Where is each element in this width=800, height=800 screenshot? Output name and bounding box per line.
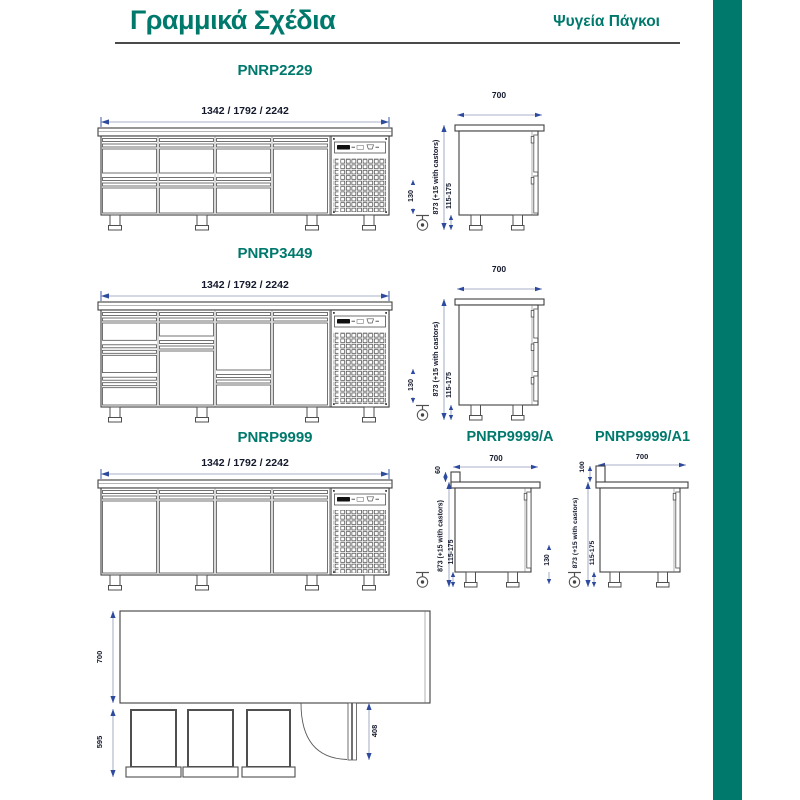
leg-dimension-label: 115-175 xyxy=(444,372,453,398)
pnrp9999-front-view xyxy=(88,450,400,598)
ventilation-grille xyxy=(341,332,387,404)
leg-dimension-label: 115-175 xyxy=(448,539,455,565)
compressor-section xyxy=(331,136,389,215)
legs xyxy=(109,215,376,230)
ventilation-grille xyxy=(334,158,339,212)
castor-dimension-label: 130 xyxy=(406,190,415,202)
depth-dimension-label: 700 xyxy=(491,90,507,100)
pnrp2229-side-view xyxy=(396,84,570,238)
castor-dimension-label: 130 xyxy=(544,554,551,566)
product-title-pnrp9999: PNRP9999 xyxy=(237,429,313,446)
plan-drawer-dimension-label: 595 xyxy=(95,735,104,749)
compressor-section xyxy=(331,310,389,407)
plan-depth-dimension-label: 700 xyxy=(95,650,104,664)
brand-logo-icon xyxy=(337,319,350,324)
plan-door-dimension-label: 408 xyxy=(370,724,379,738)
brand-logo-icon xyxy=(337,497,350,502)
width-dimension-label: 1342 / 1792 / 2242 xyxy=(201,279,289,291)
leg-dimension-label: 115-175 xyxy=(444,183,453,209)
ventilation-grille xyxy=(341,158,387,212)
backsplash-dimension-label: 100 xyxy=(579,461,586,473)
height-dimension-label: 873 (+15 with castors) xyxy=(437,500,445,572)
pnrp3449-side-view xyxy=(396,258,570,428)
castor-dimension-label: 130 xyxy=(406,379,415,391)
pnrp9999a-side-view xyxy=(404,448,562,600)
brand-logo-icon xyxy=(337,145,350,150)
backsplash-dimension-label: 60 xyxy=(435,466,442,474)
legs xyxy=(109,575,376,590)
page-subtitle: Ψυγεία Πάγκοι xyxy=(553,13,660,30)
ventilation-grille xyxy=(334,332,339,404)
castor-wheel-icon xyxy=(568,573,581,588)
product-title-pnrp9999a1: PNRP9999/A1 xyxy=(594,429,691,445)
depth-dimension-label: 700 xyxy=(491,264,507,274)
legs xyxy=(109,407,376,422)
counter-body-plan xyxy=(120,611,430,703)
compressor-section xyxy=(331,488,389,575)
height-dimension-label: 873 (+15 with castors) xyxy=(572,497,579,569)
castor-wheel-icon xyxy=(416,573,429,588)
header-divider xyxy=(115,42,680,44)
width-dimension-label: 1342 / 1792 / 2242 xyxy=(201,457,289,469)
ventilation-grille xyxy=(334,510,339,573)
castor-wheel-icon xyxy=(416,216,429,231)
product-title-pnrp2229: PNRP2229 xyxy=(237,62,313,79)
ventilation-grille xyxy=(341,510,387,573)
depth-dimension-label: 700 xyxy=(635,452,649,461)
pnrp2229-front-view xyxy=(88,94,400,238)
plan-top-view xyxy=(85,598,445,798)
leg-dimension-label: 115-175 xyxy=(589,540,596,566)
open-drawer-plan xyxy=(126,710,295,777)
depth-dimension-label: 700 xyxy=(489,454,503,463)
open-door-plan xyxy=(301,703,357,760)
page-title: Γραμμικά Σχέδια xyxy=(130,5,336,35)
height-dimension-label: 873 (+15 with castors) xyxy=(431,321,440,397)
height-dimension-label: 873 (+15 with castors) xyxy=(431,139,440,215)
castor-wheel-icon xyxy=(416,406,429,421)
pnrp9999a1-side-view xyxy=(564,448,712,600)
product-title-pnrp9999a: PNRP9999/A xyxy=(466,429,554,445)
product-title-pnrp3449: PNRP3449 xyxy=(237,245,313,262)
width-dimension-label: 1342 / 1792 / 2242 xyxy=(201,105,289,117)
pnrp3449-front-view xyxy=(88,268,400,426)
accent-sidebar xyxy=(713,0,742,800)
door-front xyxy=(274,139,328,214)
